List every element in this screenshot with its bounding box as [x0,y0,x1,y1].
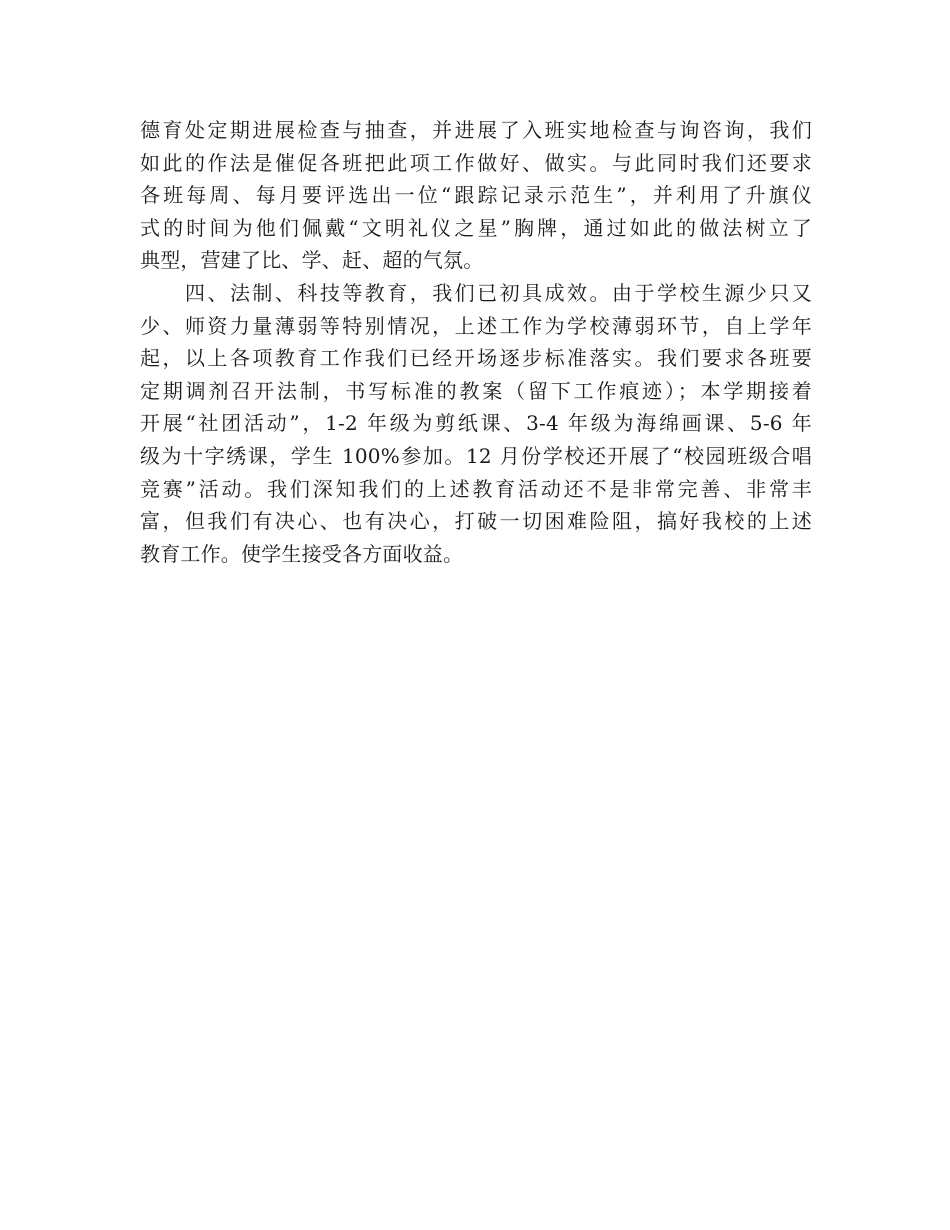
text-line: 起，以上各项教育工作我们已经开场逐步标准落实。我们要求各班要 [140,346,812,371]
text-line: 四、法制、科技等教育，我们已初具成效。由于学校生源少只又 [185,280,812,305]
text-line: 式的时间为他们佩戴“文明礼仪之星”胸牌，通过如此的做法树立了 [140,215,812,240]
text-line: 开展“社团活动”，1-2 年级为剪纸课、3-4 年级为海绵画课、5-6 年 [140,411,812,436]
text-line: 级为十字绣课，学生 100%参加。12 月份学校还开展了“校园班级合唱 [140,443,812,468]
text-line: 德育处定期进展检查与抽查，并进展了入班实地检查与询咨询，我们 [140,118,812,142]
text-line: 定期调剂召开法制，书写标准的教案（留下工作痕迹）；本学期接着 [140,378,812,403]
paragraph-1 [140,114,812,277]
text-line: 少、师资力量薄弱等特别情况，上述工作为学校薄弱环节，自上学年 [140,313,812,338]
text-line: 教育工作。使学生接受各方面收益。 [140,541,464,566]
paragraph-2 [140,277,812,570]
text-line: 各班每周、每月要评选出一位“跟踪记录示范生”，并利用了升旗仪 [140,183,812,208]
text-line: 如此的作法是催促各班把此项工作做好、做实。与此同时我们还要求 [140,150,812,175]
document-body [140,114,812,570]
text-line: 竞赛”活动。我们深知我们的上述教育活动还不是非常完善、非常丰 [140,476,812,501]
text-line: 典型，营建了比、学、赶、超的气氛。 [140,248,484,273]
text-line: 富，但我们有决心、也有决心，打破一切困难险阻，搞好我校的上述 [140,509,812,534]
